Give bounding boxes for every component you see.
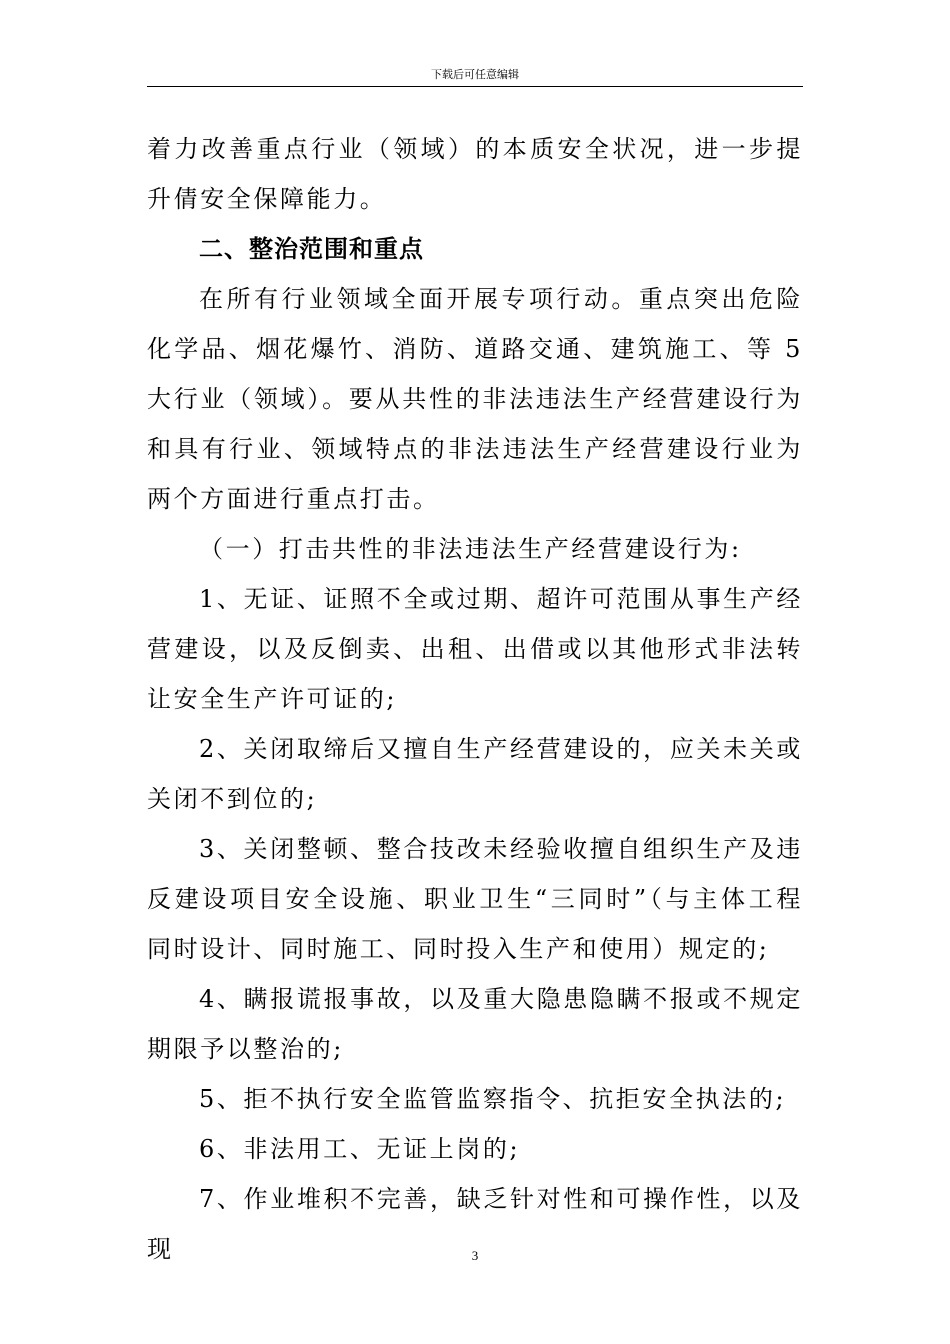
list-item: 5、拒不执行安全监管监察指令、抗拒安全执法的; xyxy=(199,1085,787,1113)
paragraph: 着力改善重点行业（领域）的本质安全状况，进一步提升倩安全保障能力。 xyxy=(147,135,803,213)
list-item: 7、作业堆积不完善，缺乏针对性和可操作性，以及现 xyxy=(147,1185,803,1263)
subsection-heading: （一）打击共性的非法违法生产经营建设行为: xyxy=(199,535,742,563)
header-rule xyxy=(147,86,803,87)
page-number: 3 xyxy=(471,1248,479,1263)
list-item: 4、瞒报谎报事故，以及重大隐患隐瞒不报或不规定期限予以整治的; xyxy=(147,985,803,1063)
list-item: 3、关闭整顿、整合技改未经验收擅自组织生产及违反建设项目安全设施、职业卫生“三同时”（与主体工程同时设计、同时施工、同时投入生产和使用）规定的; xyxy=(147,835,803,963)
list-item: 1、无证、证照不全或过期、超许可范围从事生产经营建设，以及反倒卖、出租、出借或以其他形式非法转让安全生产许可证的; xyxy=(147,585,803,713)
list-item: 6、非法用工、无证上岗的; xyxy=(199,1135,521,1163)
list-item: 2、关闭取缔后又擅自生产经营建设的，应关未关或关闭不到位的; xyxy=(147,735,803,813)
document-body xyxy=(147,124,803,1274)
paragraph: 在所有行业领域全面开展专项行动。重点突出危险化学品、烟花爆竹、消防、道路交通、建筑施工、等 5 大行业（领域）。要从共性的非法违法生产经营建设行为和具有行业、领域特点的非法违法生产经营建设行业为两个方面进行重点打击。 xyxy=(147,285,803,513)
header-note: 下载后可任意编辑 xyxy=(431,68,519,81)
section-heading: 二、整治范围和重点 xyxy=(199,235,424,263)
